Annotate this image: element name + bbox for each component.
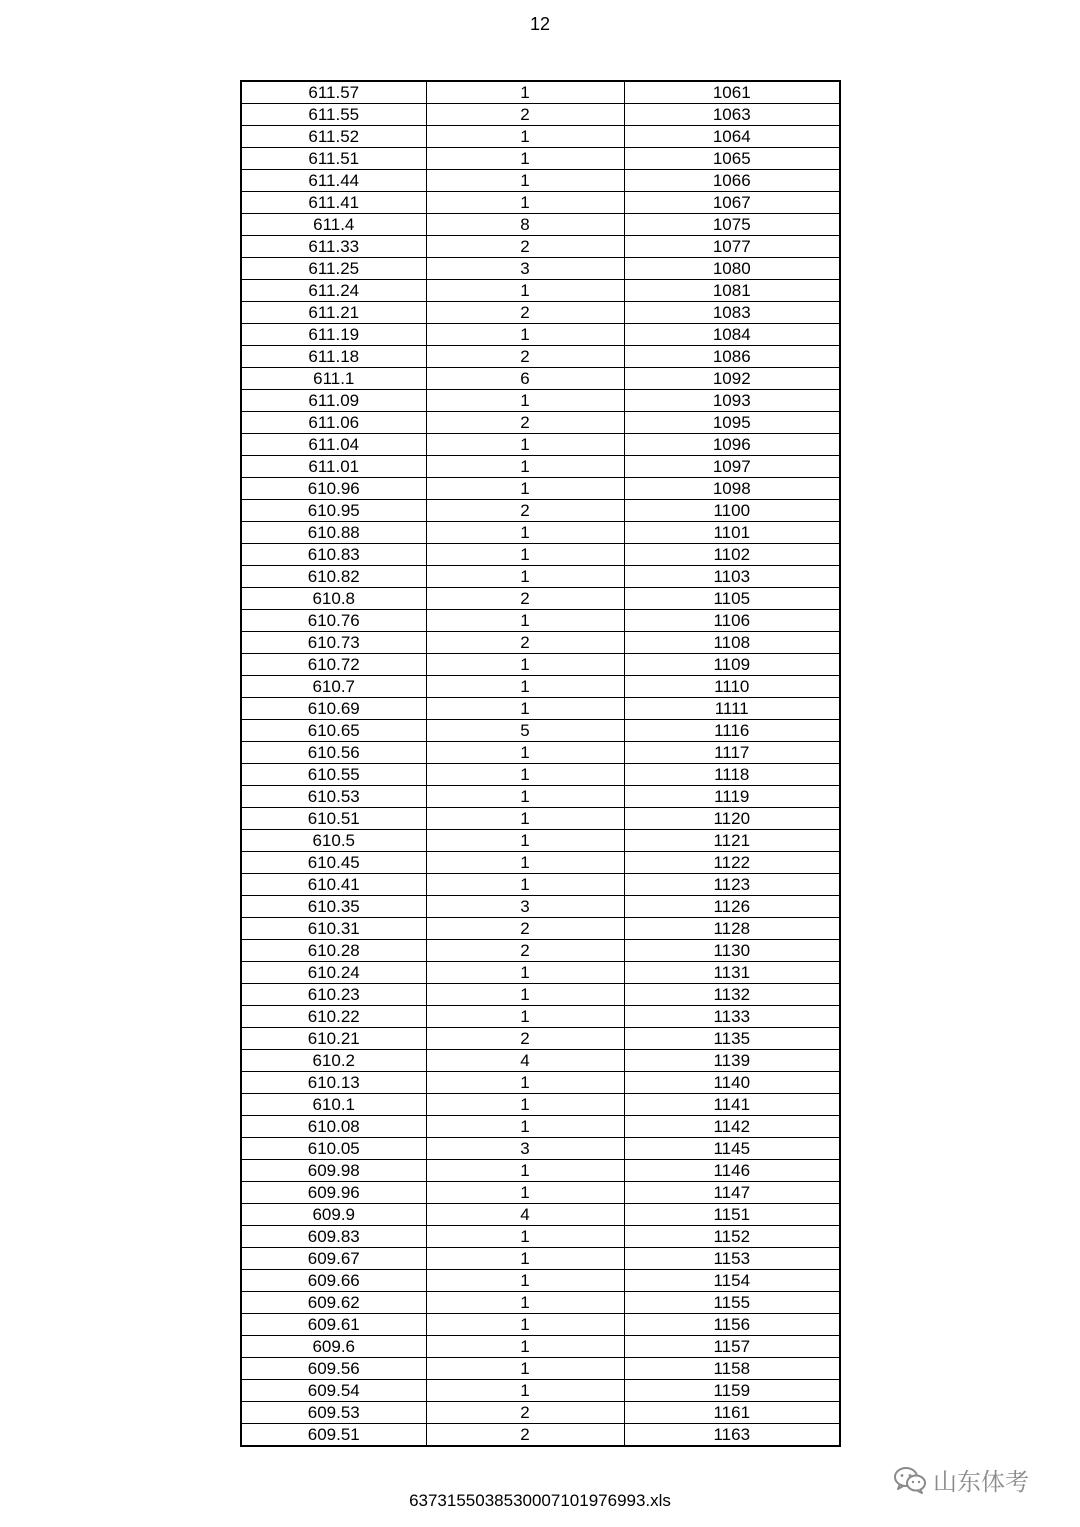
score-cell: 610.7 [241, 676, 426, 698]
score-cell: 610.35 [241, 896, 426, 918]
cumulative-cell: 1123 [624, 874, 840, 896]
cumulative-cell: 1157 [624, 1336, 840, 1358]
table-row [241, 874, 840, 896]
count-cell: 1 [426, 1248, 624, 1270]
score-cell: 609.83 [241, 1226, 426, 1248]
score-cell: 610.45 [241, 852, 426, 874]
score-cell: 610.05 [241, 1138, 426, 1160]
score-cell: 611.4 [241, 214, 426, 236]
cumulative-cell: 1116 [624, 720, 840, 742]
table-row [241, 1160, 840, 1182]
cumulative-cell: 1155 [624, 1292, 840, 1314]
cumulative-cell: 1147 [624, 1182, 840, 1204]
count-cell: 1 [426, 192, 624, 214]
score-cell: 610.1 [241, 1094, 426, 1116]
cumulative-cell: 1145 [624, 1138, 840, 1160]
score-cell: 611.44 [241, 170, 426, 192]
cumulative-cell: 1064 [624, 126, 840, 148]
cumulative-cell: 1092 [624, 368, 840, 390]
cumulative-cell: 1061 [624, 81, 840, 104]
score-cell: 610.69 [241, 698, 426, 720]
score-cell: 609.53 [241, 1402, 426, 1424]
count-cell: 1 [426, 764, 624, 786]
wechat-icon [893, 1465, 927, 1495]
cumulative-cell: 1093 [624, 390, 840, 412]
cumulative-cell: 1118 [624, 764, 840, 786]
score-cell: 610.24 [241, 962, 426, 984]
count-cell: 2 [426, 1028, 624, 1050]
cumulative-cell: 1083 [624, 302, 840, 324]
cumulative-cell: 1100 [624, 500, 840, 522]
cumulative-cell: 1151 [624, 1204, 840, 1226]
score-cell: 611.06 [241, 412, 426, 434]
count-cell: 1 [426, 654, 624, 676]
table-body [241, 81, 840, 1446]
score-cell: 610.72 [241, 654, 426, 676]
table-row [241, 720, 840, 742]
table-row [241, 434, 840, 456]
score-cell: 610.08 [241, 1116, 426, 1138]
count-cell: 3 [426, 258, 624, 280]
count-cell: 1 [426, 962, 624, 984]
count-cell: 1 [426, 456, 624, 478]
count-cell: 1 [426, 1226, 624, 1248]
score-cell: 610.76 [241, 610, 426, 632]
count-cell: 1 [426, 1358, 624, 1380]
cumulative-cell: 1086 [624, 346, 840, 368]
score-cell: 609.54 [241, 1380, 426, 1402]
count-cell: 6 [426, 368, 624, 390]
cumulative-cell: 1097 [624, 456, 840, 478]
score-cell: 611.1 [241, 368, 426, 390]
table-row [241, 1336, 840, 1358]
count-cell: 5 [426, 720, 624, 742]
count-cell: 2 [426, 940, 624, 962]
score-cell: 610.22 [241, 1006, 426, 1028]
score-cell: 609.6 [241, 1336, 426, 1358]
table-row [241, 1380, 840, 1402]
cumulative-cell: 1101 [624, 522, 840, 544]
score-cell: 610.88 [241, 522, 426, 544]
table-row [241, 1182, 840, 1204]
table-row [241, 104, 840, 126]
score-cell: 609.67 [241, 1248, 426, 1270]
count-cell: 1 [426, 984, 624, 1006]
score-cell: 610.51 [241, 808, 426, 830]
cumulative-cell: 1158 [624, 1358, 840, 1380]
cumulative-cell: 1084 [624, 324, 840, 346]
count-cell: 3 [426, 896, 624, 918]
cumulative-cell: 1135 [624, 1028, 840, 1050]
table-row [241, 742, 840, 764]
table-row [241, 368, 840, 390]
table-row [241, 236, 840, 258]
count-cell: 1 [426, 1006, 624, 1028]
footer-filename: 637315503853000710197699​3.xls [409, 1491, 671, 1510]
score-cell: 610.23 [241, 984, 426, 1006]
table-row [241, 1072, 840, 1094]
count-cell: 1 [426, 1314, 624, 1336]
cumulative-cell: 1117 [624, 742, 840, 764]
count-cell: 2 [426, 346, 624, 368]
table-row [241, 522, 840, 544]
table-row [241, 81, 840, 104]
table-row [241, 1402, 840, 1424]
table-row [241, 390, 840, 412]
table-row [241, 610, 840, 632]
count-cell: 1 [426, 874, 624, 896]
cumulative-cell: 1065 [624, 148, 840, 170]
cumulative-cell: 1126 [624, 896, 840, 918]
score-cell: 610.56 [241, 742, 426, 764]
score-cell: 611.51 [241, 148, 426, 170]
count-cell: 1 [426, 786, 624, 808]
cumulative-cell: 1102 [624, 544, 840, 566]
table-row [241, 632, 840, 654]
count-cell: 1 [426, 742, 624, 764]
score-cell: 611.24 [241, 280, 426, 302]
score-cell: 611.21 [241, 302, 426, 324]
cumulative-cell: 1108 [624, 632, 840, 654]
table-row [241, 918, 840, 940]
score-cell: 611.04 [241, 434, 426, 456]
table-row [241, 1138, 840, 1160]
count-cell: 1 [426, 1336, 624, 1358]
cumulative-cell: 1081 [624, 280, 840, 302]
score-cell: 609.98 [241, 1160, 426, 1182]
cumulative-cell: 1140 [624, 1072, 840, 1094]
cumulative-cell: 1159 [624, 1380, 840, 1402]
count-cell: 2 [426, 302, 624, 324]
cumulative-cell: 1146 [624, 1160, 840, 1182]
score-cell: 610.28 [241, 940, 426, 962]
table-row [241, 500, 840, 522]
table-row [241, 214, 840, 236]
table-row [241, 1358, 840, 1380]
count-cell: 2 [426, 918, 624, 940]
cumulative-cell: 1154 [624, 1270, 840, 1292]
cumulative-cell: 1133 [624, 1006, 840, 1028]
cumulative-cell: 1111 [624, 698, 840, 720]
cumulative-cell: 1098 [624, 478, 840, 500]
table-row [241, 544, 840, 566]
score-cell: 611.09 [241, 390, 426, 412]
score-cell: 610.82 [241, 566, 426, 588]
score-cell: 609.62 [241, 1292, 426, 1314]
cumulative-cell: 1132 [624, 984, 840, 1006]
cumulative-cell: 1110 [624, 676, 840, 698]
score-cell: 611.19 [241, 324, 426, 346]
table-row [241, 1292, 840, 1314]
count-cell: 1 [426, 610, 624, 632]
table-row [241, 478, 840, 500]
count-cell: 1 [426, 81, 624, 104]
count-cell: 3 [426, 1138, 624, 1160]
cumulative-cell: 1096 [624, 434, 840, 456]
table-row [241, 148, 840, 170]
count-cell: 1 [426, 148, 624, 170]
count-cell: 2 [426, 1424, 624, 1447]
score-cell: 609.96 [241, 1182, 426, 1204]
count-cell: 1 [426, 698, 624, 720]
cumulative-cell: 1119 [624, 786, 840, 808]
table-row [241, 808, 840, 830]
count-cell: 1 [426, 1160, 624, 1182]
score-cell: 610.65 [241, 720, 426, 742]
count-cell: 2 [426, 104, 624, 126]
score-cell: 609.66 [241, 1270, 426, 1292]
count-cell: 2 [426, 588, 624, 610]
count-cell: 1 [426, 852, 624, 874]
table-row [241, 1006, 840, 1028]
score-cell: 610.5 [241, 830, 426, 852]
table-row [241, 1314, 840, 1336]
table-row [241, 588, 840, 610]
cumulative-cell: 1077 [624, 236, 840, 258]
table-row [241, 258, 840, 280]
count-cell: 1 [426, 1182, 624, 1204]
cumulative-cell: 1063 [624, 104, 840, 126]
count-cell: 2 [426, 500, 624, 522]
score-cell: 610.95 [241, 500, 426, 522]
score-cell: 611.18 [241, 346, 426, 368]
table-row [241, 566, 840, 588]
count-cell: 1 [426, 280, 624, 302]
table-row [241, 1028, 840, 1050]
cumulative-cell: 1139 [624, 1050, 840, 1072]
table-row [241, 698, 840, 720]
count-cell: 1 [426, 1094, 624, 1116]
table-row [241, 676, 840, 698]
count-cell: 1 [426, 324, 624, 346]
table-row [241, 456, 840, 478]
score-cell: 611.41 [241, 192, 426, 214]
table-row [241, 1248, 840, 1270]
table-row [241, 192, 840, 214]
score-cell: 610.41 [241, 874, 426, 896]
table-row [241, 1204, 840, 1226]
count-cell: 1 [426, 522, 624, 544]
count-cell: 2 [426, 1402, 624, 1424]
cumulative-cell: 1122 [624, 852, 840, 874]
count-cell: 8 [426, 214, 624, 236]
score-cell: 611.25 [241, 258, 426, 280]
cumulative-cell: 1103 [624, 566, 840, 588]
table-row [241, 940, 840, 962]
cumulative-cell: 1128 [624, 918, 840, 940]
table-row [241, 1094, 840, 1116]
cumulative-cell: 1075 [624, 214, 840, 236]
count-cell: 2 [426, 412, 624, 434]
cumulative-cell: 1067 [624, 192, 840, 214]
cumulative-cell: 1080 [624, 258, 840, 280]
score-table [240, 80, 841, 1447]
score-cell: 610.13 [241, 1072, 426, 1094]
cumulative-cell: 1120 [624, 808, 840, 830]
score-cell: 610.31 [241, 918, 426, 940]
score-cell: 611.33 [241, 236, 426, 258]
table-row [241, 1116, 840, 1138]
page-number: 12 [529, 14, 551, 34]
cumulative-cell: 1131 [624, 962, 840, 984]
score-cell: 609.51 [241, 1424, 426, 1447]
score-cell: 611.52 [241, 126, 426, 148]
count-cell: 1 [426, 1072, 624, 1094]
cumulative-cell: 1142 [624, 1116, 840, 1138]
count-cell: 1 [426, 808, 624, 830]
count-cell: 1 [426, 1116, 624, 1138]
score-cell: 610.96 [241, 478, 426, 500]
table-row [241, 1226, 840, 1248]
count-cell: 1 [426, 170, 624, 192]
cumulative-cell: 1156 [624, 1314, 840, 1336]
cumulative-cell: 1152 [624, 1226, 840, 1248]
count-cell: 1 [426, 1270, 624, 1292]
score-cell: 611.55 [241, 104, 426, 126]
cumulative-cell: 1153 [624, 1248, 840, 1270]
score-cell: 609.61 [241, 1314, 426, 1336]
count-cell: 1 [426, 566, 624, 588]
count-cell: 4 [426, 1050, 624, 1072]
cumulative-cell: 1109 [624, 654, 840, 676]
table-row [241, 786, 840, 808]
count-cell: 1 [426, 830, 624, 852]
count-cell: 1 [426, 126, 624, 148]
table-row [241, 1270, 840, 1292]
count-cell: 2 [426, 236, 624, 258]
table-row [241, 170, 840, 192]
table-row [241, 126, 840, 148]
cumulative-cell: 1161 [624, 1402, 840, 1424]
table-row [241, 764, 840, 786]
cumulative-cell: 1141 [624, 1094, 840, 1116]
cumulative-cell: 1095 [624, 412, 840, 434]
score-cell: 609.56 [241, 1358, 426, 1380]
table-row [241, 852, 840, 874]
count-cell: 1 [426, 434, 624, 456]
cumulative-cell: 1105 [624, 588, 840, 610]
table-row [241, 302, 840, 324]
score-cell: 611.01 [241, 456, 426, 478]
score-cell: 610.21 [241, 1028, 426, 1050]
score-cell: 610.73 [241, 632, 426, 654]
count-cell: 2 [426, 632, 624, 654]
watermark-text: 山东体考 [933, 1469, 1029, 1496]
table-row [241, 896, 840, 918]
table-row [241, 280, 840, 302]
count-cell: 1 [426, 390, 624, 412]
score-cell: 610.55 [241, 764, 426, 786]
count-cell: 1 [426, 1380, 624, 1402]
count-cell: 1 [426, 676, 624, 698]
score-cell: 610.53 [241, 786, 426, 808]
score-cell: 611.57 [308, 83, 360, 102]
table-row [241, 1424, 840, 1447]
count-cell: 1 [426, 478, 624, 500]
score-cell: 609.9 [241, 1204, 426, 1226]
table-row [241, 346, 840, 368]
table-row [241, 654, 840, 676]
table-row [241, 412, 840, 434]
table-row [241, 324, 840, 346]
cumulative-cell: 1121 [624, 830, 840, 852]
table-row [241, 1050, 840, 1072]
count-cell: 1 [426, 544, 624, 566]
table-row [241, 962, 840, 984]
count-cell: 1 [426, 1292, 624, 1314]
cumulative-cell: 1163 [624, 1424, 840, 1447]
score-cell: 610.8 [241, 588, 426, 610]
count-cell: 4 [426, 1204, 624, 1226]
table-row [241, 830, 840, 852]
table-row [241, 984, 840, 1006]
cumulative-cell: 1106 [624, 610, 840, 632]
cumulative-cell: 1066 [624, 170, 840, 192]
score-cell: 610.83 [241, 544, 426, 566]
score-cell: 610.2 [241, 1050, 426, 1072]
cumulative-cell: 1130 [624, 940, 840, 962]
